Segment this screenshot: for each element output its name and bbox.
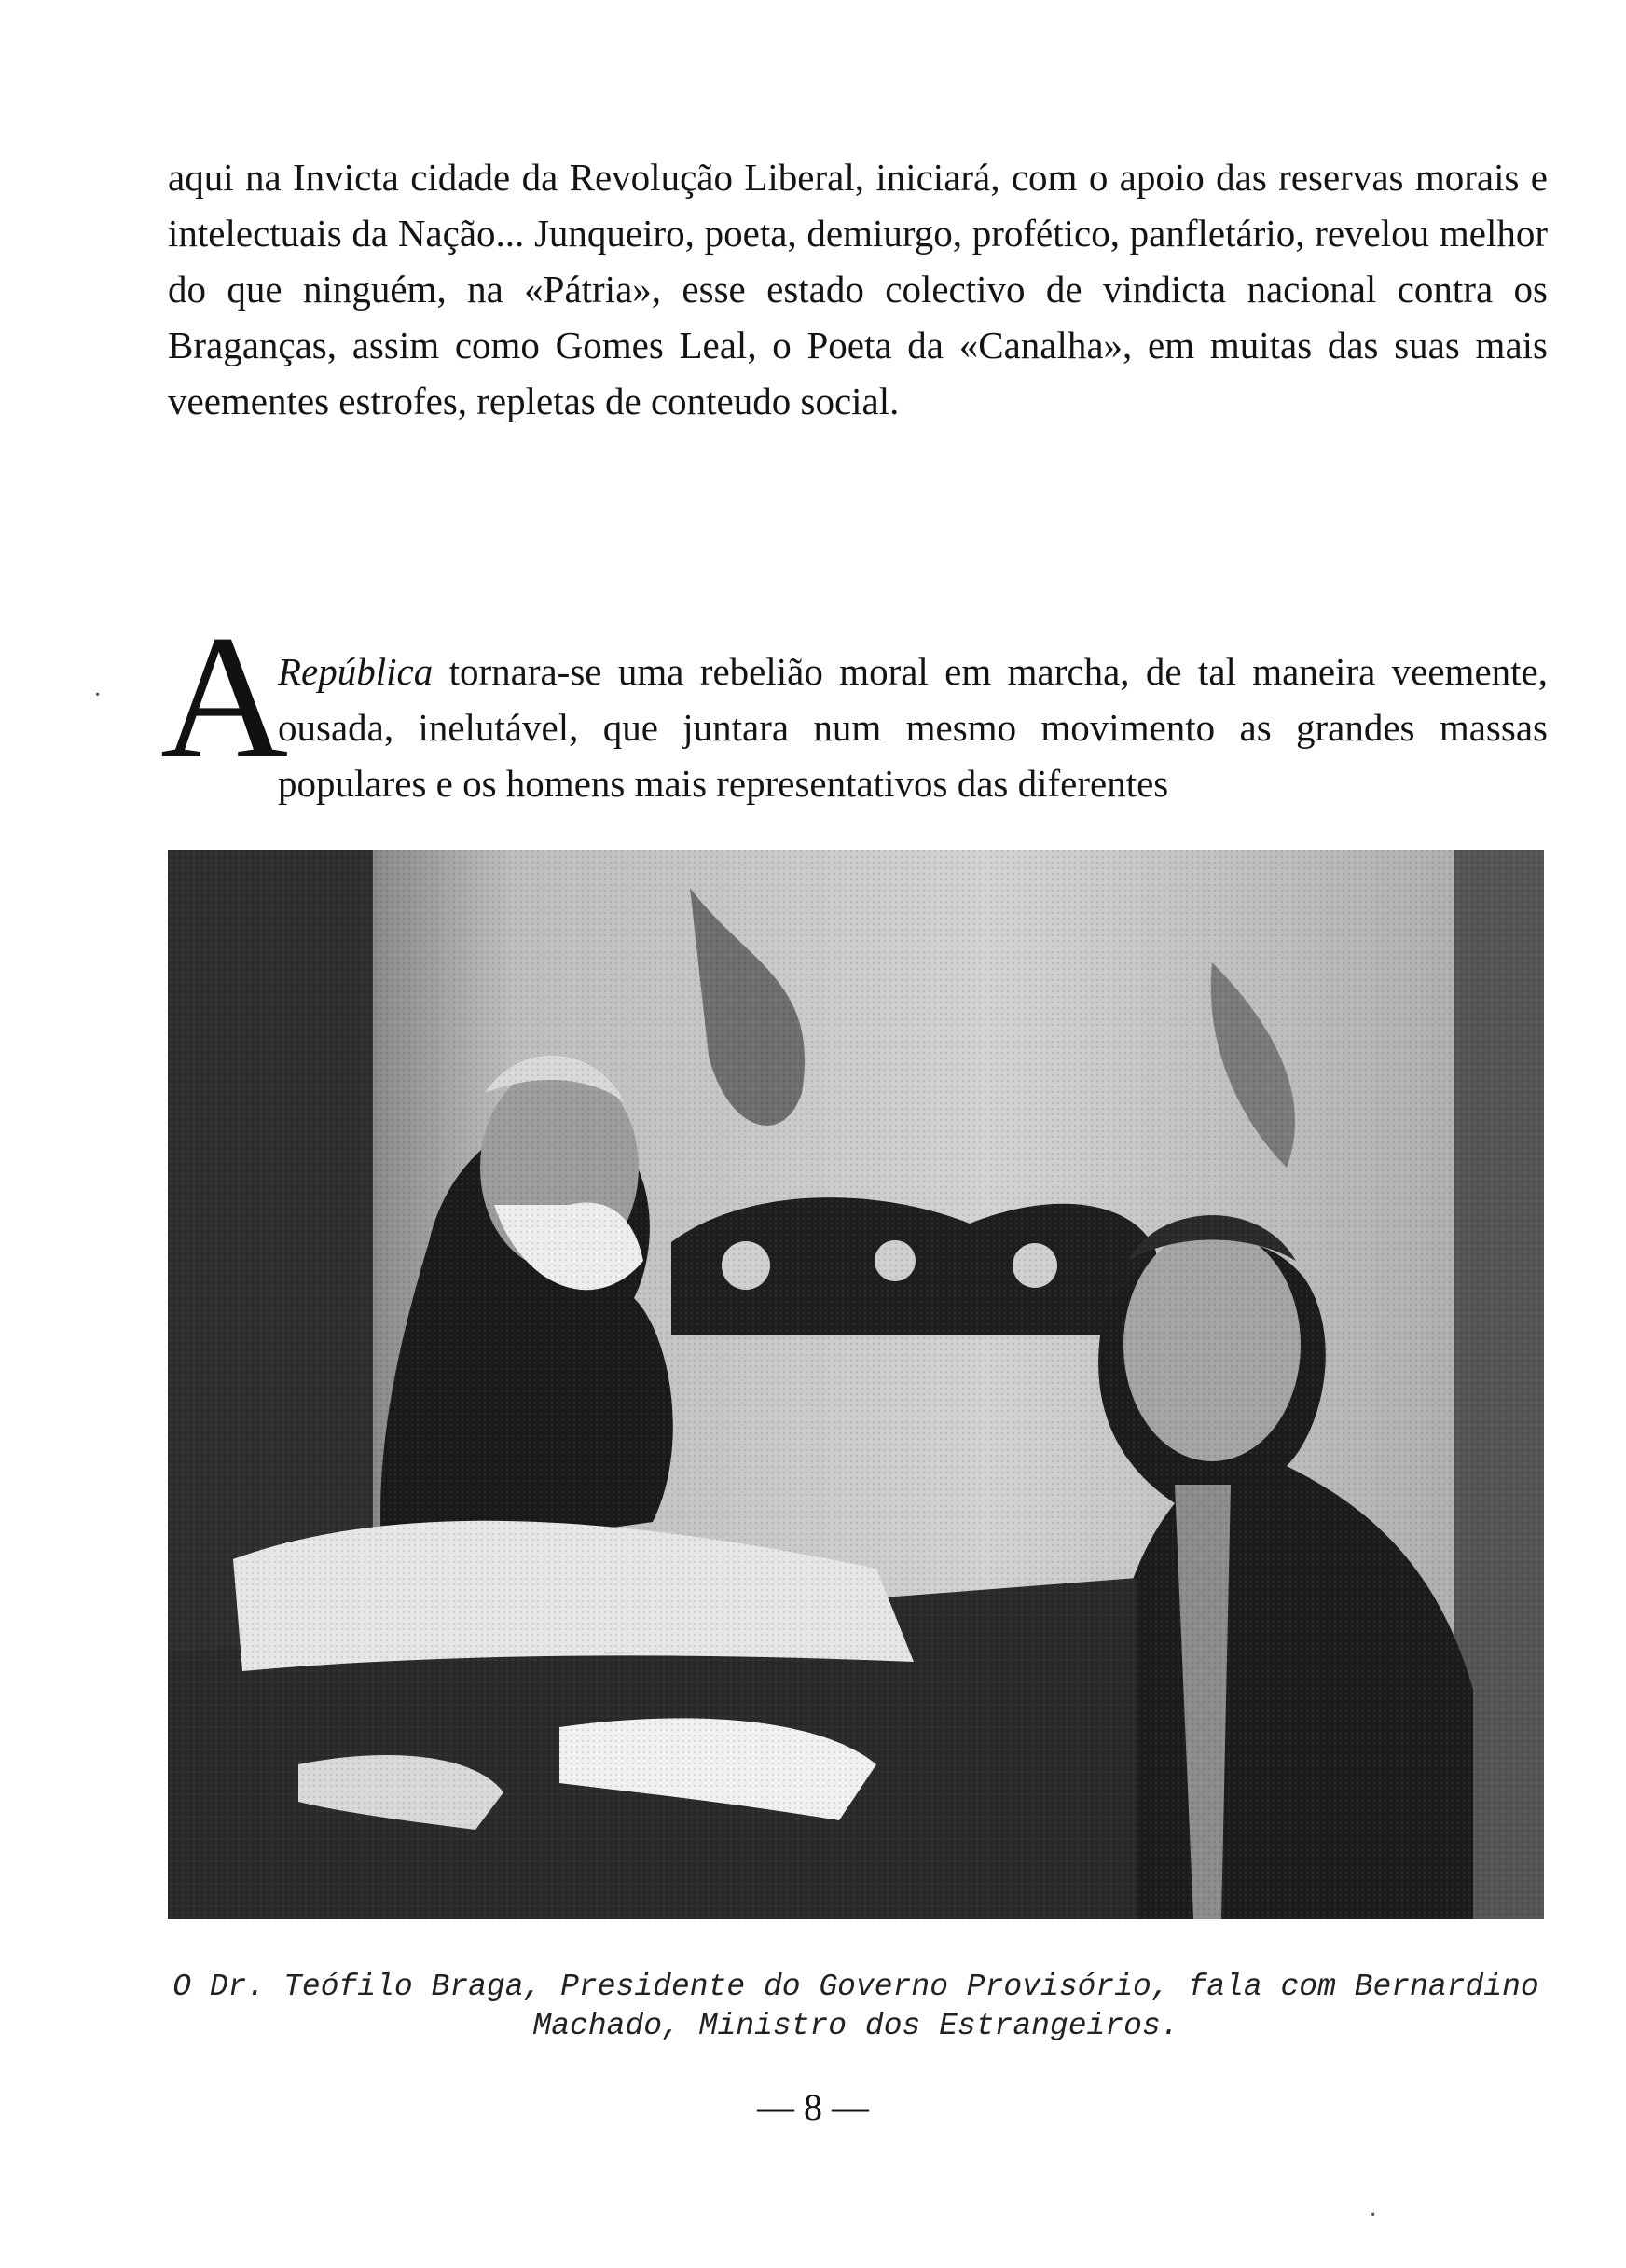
photo-illustration — [168, 850, 1544, 1919]
caption-line-2: Machado, Ministro dos Estrangeiros. — [532, 2009, 1179, 2043]
page-number: — 8 — — [757, 2086, 869, 2128]
italic-word: República — [278, 650, 434, 693]
scan-speck: · — [1369, 2201, 1378, 2230]
photo-caption — [168, 1968, 1544, 2046]
caption-line-1: O Dr. Teófilo Braga, Presidente do Governo Provisório, fala com Bernardino — [172, 1970, 1539, 2004]
drop-cap: A — [160, 600, 289, 795]
scan-speck: · — [93, 681, 103, 710]
body-paragraph-republica — [278, 643, 1548, 811]
historical-photograph — [168, 850, 1544, 1919]
body-paragraph: aqui na Invicta cidade da Revolução Liberal, iniciará, com o apoio das reservas morais e intelectuais da Nação... Junqueiro, poeta, demiurgo, profético, panfletário, revelou melhor do que ninguém, na «Pátria», esse estado colectivo de vindicta nacional contra os Braganças, assim como Gomes Leal, o Poeta da «Canalha», em muitas das suas mais veementes estrofes, repletas de conteudo social. — [168, 156, 1548, 422]
paragraph-text: tornara-se uma rebelião moral em marcha, de tal maneira veemente, ousada, inelutável, que juntara num mesmo movimento as grandes massas populares e os homens mais representativos das diferentes — [278, 650, 1548, 805]
